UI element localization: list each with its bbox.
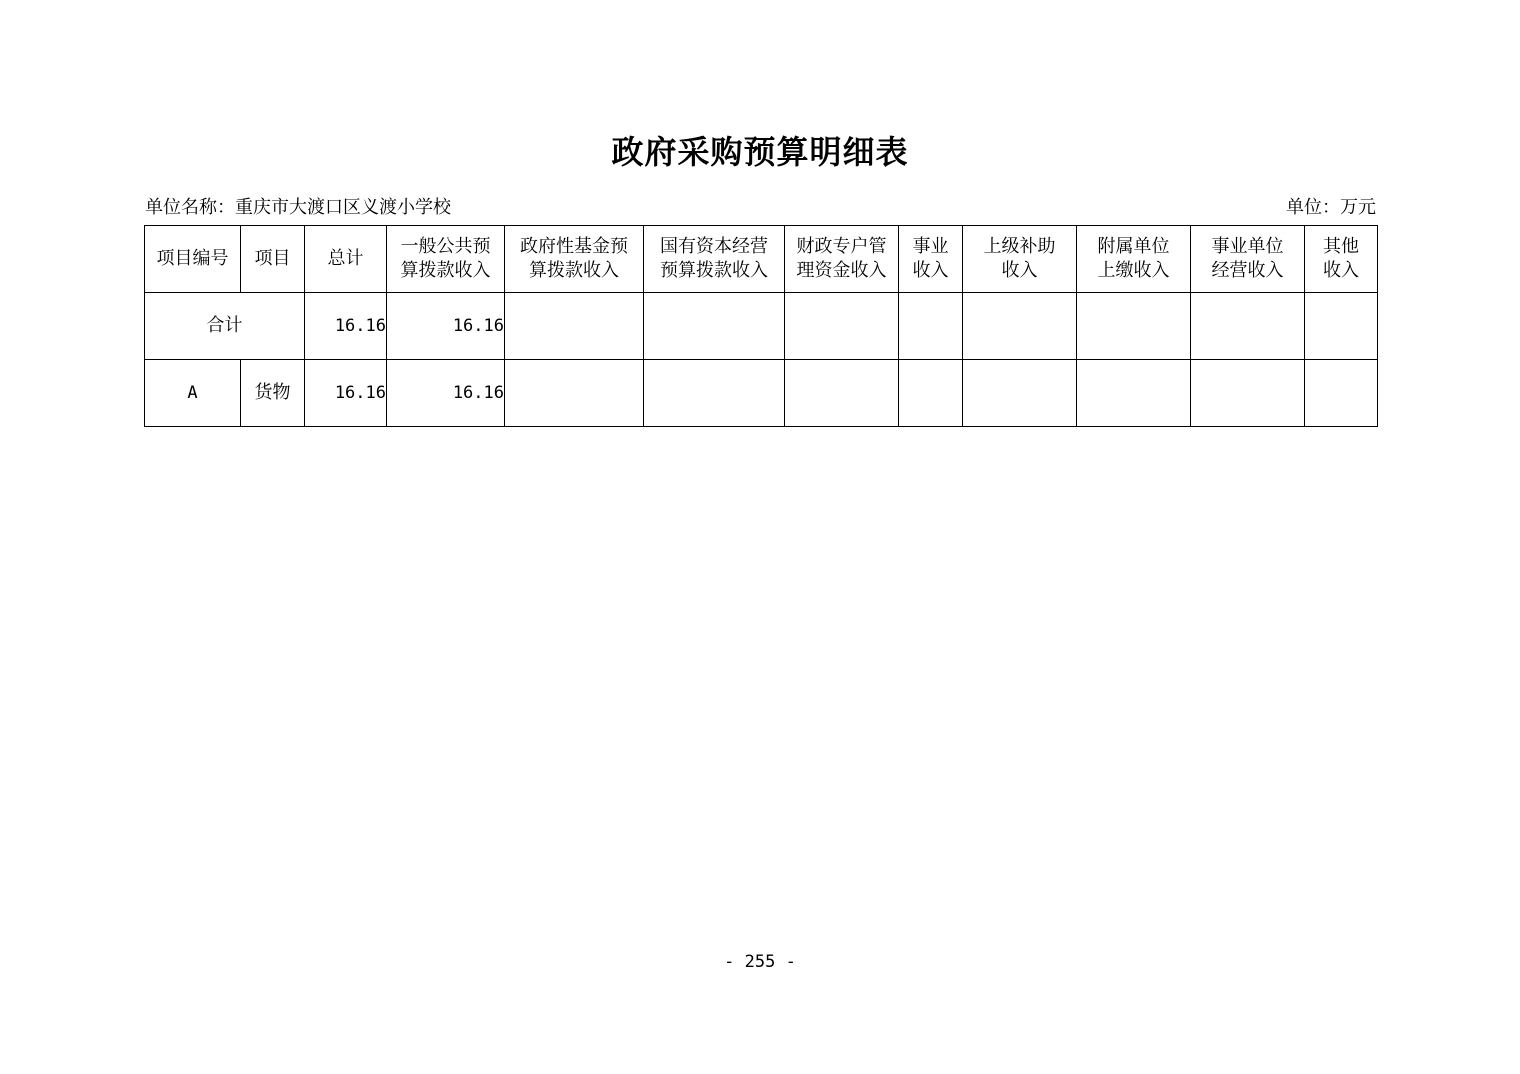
total-row-general-budget: 16.16 xyxy=(387,293,505,360)
total-row-total: 16.16 xyxy=(305,293,387,360)
row-business-operating xyxy=(1191,360,1305,427)
column-header-special-account: 财政专户管 理资金收入 xyxy=(785,226,899,293)
row-superior-subsidy xyxy=(963,360,1077,427)
page-number: - 255 - xyxy=(724,952,796,972)
total-row-affiliated-income xyxy=(1077,293,1191,360)
row-other-income xyxy=(1305,360,1378,427)
row-affiliated-income xyxy=(1077,360,1191,427)
column-header-gov-fund: 政府性基金预 算拨款收入 xyxy=(505,226,644,293)
column-header-affiliated-income: 附属单位 上缴收入 xyxy=(1077,226,1191,293)
column-header-other-income: 其他 收入 xyxy=(1305,226,1378,293)
total-row xyxy=(145,293,1378,360)
total-row-business-income xyxy=(899,293,963,360)
procurement-budget-table xyxy=(144,225,1378,427)
table-header xyxy=(145,226,1378,293)
table-row xyxy=(145,360,1378,427)
total-row-special-account xyxy=(785,293,899,360)
column-header-project-code: 项目编号 xyxy=(145,226,241,293)
column-header-superior-subsidy: 上级补助 收入 xyxy=(963,226,1077,293)
total-row-gov-fund xyxy=(505,293,644,360)
column-header-project: 项目 xyxy=(241,226,305,293)
currency-unit-label: 单位：万元 xyxy=(1286,197,1376,218)
row-special-account xyxy=(785,360,899,427)
row-project-code: A xyxy=(145,360,241,427)
page-title: 政府采购预算明细表 xyxy=(611,133,909,171)
column-header-general-budget: 一般公共预 算拨款收入 xyxy=(387,226,505,293)
column-header-business-operating: 事业单位 经营收入 xyxy=(1191,226,1305,293)
column-header-business-income: 事业 收入 xyxy=(899,226,963,293)
unit-name-label: 单位名称：重庆市大渡口区义渡小学校 xyxy=(145,197,451,218)
row-state-capital xyxy=(644,360,785,427)
column-header-total: 总计 xyxy=(305,226,387,293)
row-total: 16.16 xyxy=(305,360,387,427)
row-gov-fund xyxy=(505,360,644,427)
total-row-state-capital xyxy=(644,293,785,360)
table-body xyxy=(145,293,1378,427)
total-row-other-income xyxy=(1305,293,1378,360)
row-project-name: 货物 xyxy=(241,360,305,427)
row-general-budget: 16.16 xyxy=(387,360,505,427)
total-row-label: 合计 xyxy=(145,293,305,360)
column-header-state-capital: 国有资本经营 预算拨款收入 xyxy=(644,226,785,293)
header-row xyxy=(145,226,1378,293)
total-row-business-operating xyxy=(1191,293,1305,360)
row-business-income xyxy=(899,360,963,427)
total-row-superior-subsidy xyxy=(963,293,1077,360)
